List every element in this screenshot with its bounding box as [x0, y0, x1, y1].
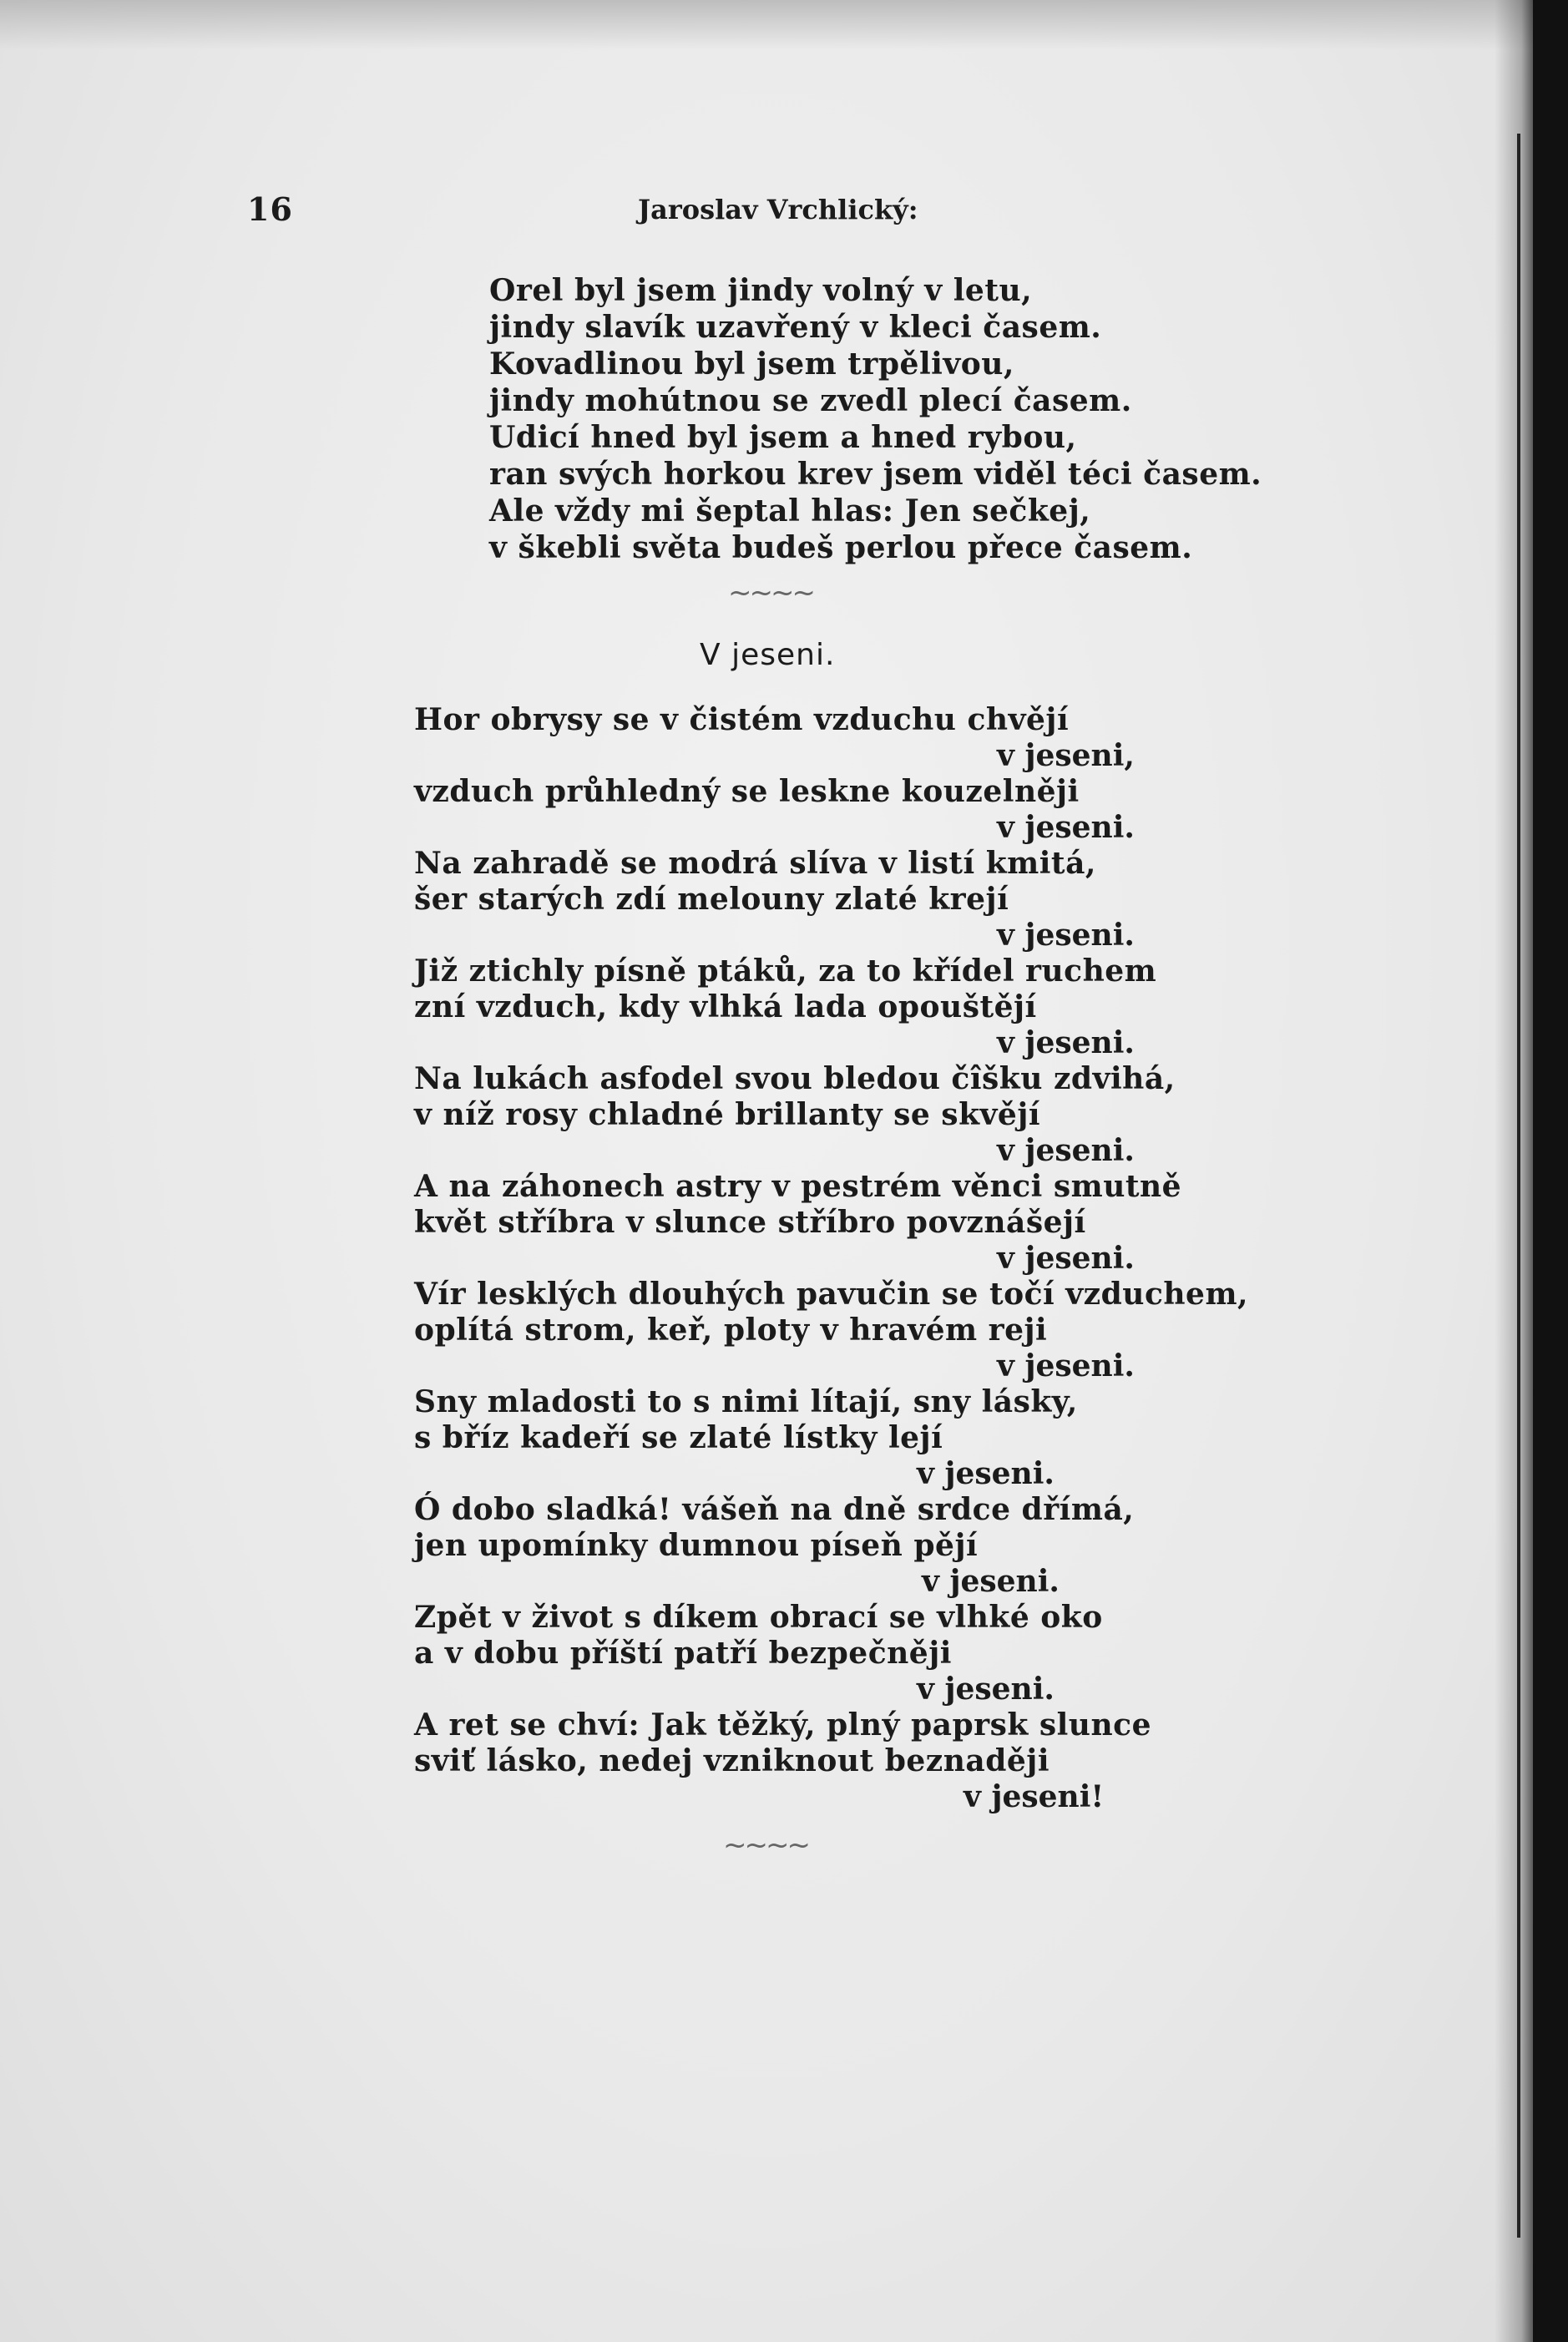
poem-line: jindy slavík uzavřený v kleci časem. [489, 310, 1102, 345]
poem-line: jen upomínky dumnou píseň pějí [414, 1528, 979, 1563]
poem-line: Orel byl jsem jindy volný v letu, [489, 273, 1033, 308]
poem-line: Zpět v život s díkem obrací se vlhké oko [414, 1600, 1103, 1635]
poem-line: Kovadlinou byl jsem trpělivou, [489, 346, 1014, 382]
poem-line: šer starých zdí melouny zlaté krejí [414, 882, 1009, 917]
poem-line: A ret se chví: Jak těžký, plný paprsk slunce [414, 1707, 1151, 1743]
poem-line: v níž rosy chladné brillanty se skvějí [414, 1097, 1041, 1132]
refrain-line: v jeseni. [997, 1348, 1135, 1383]
poem-line: Na lukách asfodel svou bledou čîšku zdvihá, [414, 1061, 1176, 1096]
poem-line: Již ztichly písně ptáků, za to křídel ruchem [414, 953, 1157, 989]
poem-line: jindy mohútnou se zvedl plecí časem. [489, 383, 1132, 418]
running-head: Jaroslav Vrchlický: [638, 194, 918, 225]
poem-line: s bříz kadeří se zlaté lístky lejí [414, 1420, 943, 1455]
refrain-line: v jeseni. [997, 1025, 1135, 1060]
poem-line: v škebli světa budeš perlou přece časem. [489, 530, 1193, 565]
poem-line: Vír lesklých dlouhých pavučin se točí vzduchem, [414, 1277, 1249, 1312]
poem-title: V jeseni. [700, 638, 836, 672]
refrain-line: v jeseni. [997, 1241, 1135, 1276]
scan-top-shadow [0, 0, 1533, 50]
poem-line: Hor obrysy se v čistém vzduchu chvějí [414, 702, 1070, 737]
page-number: 16 [247, 190, 293, 228]
page-edge-line [1517, 134, 1520, 2238]
poem-line: sviť lásko, nedej vzniknout beznaději [414, 1743, 1050, 1778]
poem-line: ran svých horkou krev jsem viděl téci časem. [489, 457, 1262, 492]
refrain-line: v jeseni. [917, 1672, 1055, 1707]
poem-line: Ó dobo sladká! vášeň na dně srdce dřímá, [414, 1492, 1135, 1527]
poem-line: Ale vždy mi šeptal hlas: Jen sečkej, [489, 493, 1091, 529]
refrain-line: v jeseni. [917, 1456, 1055, 1491]
poem-line: Na zahradě se modrá slíva v listí kmitá, [414, 846, 1096, 881]
ornament-divider: ~~~~ [723, 1829, 808, 1862]
page-edge-shadow [1495, 0, 1533, 2342]
poem-line: Sny mladosti to s nimi lítají, sny lásky, [414, 1384, 1078, 1419]
poem-line: zní vzduch, kdy vlhká lada opouštějí [414, 989, 1037, 1024]
refrain-line: v jeseni. [997, 810, 1135, 845]
refrain-line: v jeseni. [922, 1564, 1060, 1599]
refrain-line: v jeseni. [997, 1133, 1135, 1168]
refrain-line: v jeseni. [997, 918, 1135, 953]
poem-line: A na záhonech astry v pestrém věnci smutně [414, 1169, 1182, 1204]
refrain-line: v jeseni! [964, 1779, 1105, 1814]
poem-line: oplítá strom, keř, ploty v hravém reji [414, 1313, 1048, 1348]
poem-line: a v dobu příští patří bezpečněji [414, 1636, 952, 1671]
poem-line: Udicí hned byl jsem a hned rybou, [489, 420, 1077, 455]
refrain-line: v jeseni, [997, 738, 1135, 773]
poem-line: květ stříbra v slunce stříbro povznášejí [414, 1205, 1086, 1240]
ornament-divider: ~~~~ [728, 576, 813, 610]
poem-line: vzduch průhledný se leskne kouzelněji [414, 774, 1080, 809]
page-header [0, 190, 1533, 237]
